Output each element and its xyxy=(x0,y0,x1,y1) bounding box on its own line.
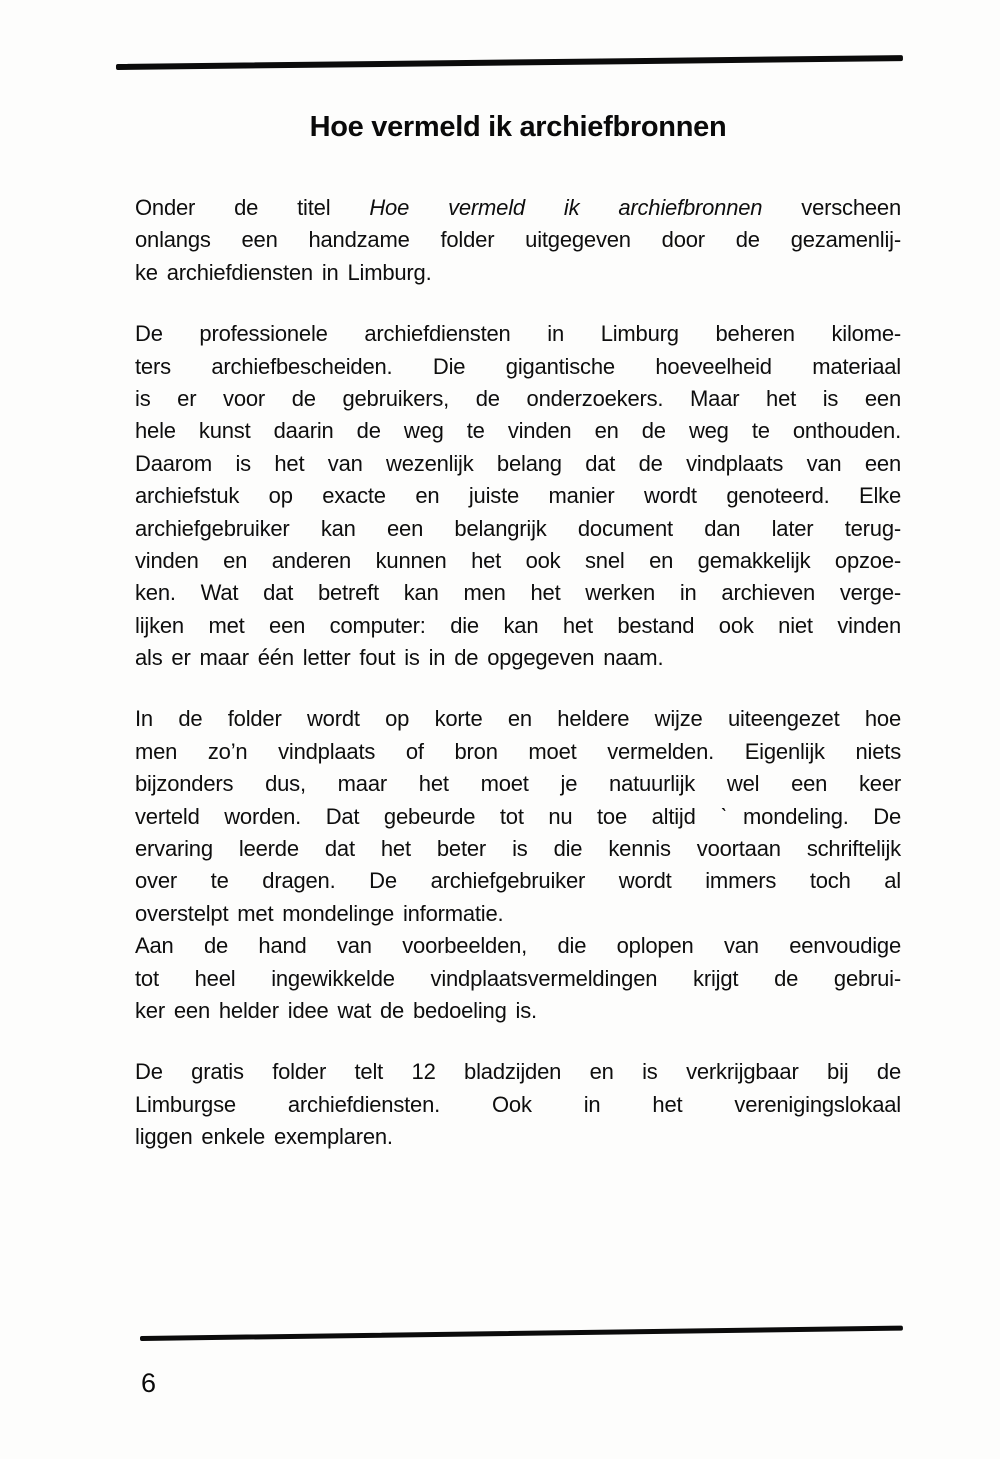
paragraph xyxy=(135,1056,901,1153)
text-line xyxy=(135,513,901,545)
text-segment: over te dragen. De archiefgebruiker wordt immers toch al xyxy=(135,868,901,894)
text-segment: overstelpt met mondelinge informatie. xyxy=(135,900,504,926)
text-segment: In de folder wordt op korte en heldere wijze uiteengezet hoe xyxy=(135,706,901,732)
text-line xyxy=(135,318,901,350)
text-line xyxy=(135,642,901,674)
text-line xyxy=(135,610,901,642)
text-line xyxy=(135,1089,901,1121)
text-line xyxy=(135,224,901,256)
page-title: Hoe vermeld ik archiefbronnen xyxy=(309,111,727,144)
text-segment: onlangs een handzame folder uitgegeven door de gezamenlij- xyxy=(135,227,901,253)
text-line xyxy=(135,448,901,480)
text-segment: ke archiefdiensten in Limburg. xyxy=(135,259,432,285)
text-segment: verscheen xyxy=(762,195,901,220)
text-line xyxy=(135,415,901,447)
text-line xyxy=(135,257,901,289)
text-segment: tot heel ingewikkelde vindplaatsvermeldingen krijgt de gebrui- xyxy=(135,965,901,991)
text-segment: bijzonders dus, maar het moet je natuurlijk wel een keer xyxy=(135,771,901,797)
text-line xyxy=(135,768,901,800)
text-line xyxy=(135,736,901,768)
italic-text-segment: Hoe vermeld ik archiefbronnen xyxy=(369,195,763,220)
text-segment: archiefgebruiker kan een belangrijk document dan later terug- xyxy=(135,515,901,541)
text-segment: Daarom is het van wezenlijk belang dat de vindplaats van een xyxy=(135,450,901,476)
text-line xyxy=(135,898,901,930)
page-number: 6 xyxy=(141,1368,157,1398)
text-line xyxy=(135,930,901,962)
text-line xyxy=(135,703,901,735)
text-segment: is er voor de gebruikers, de onderzoekers. Maar het is een xyxy=(135,385,901,411)
text-segment: vinden en anderen kunnen het ook snel en gemakkelijk opzoe- xyxy=(135,547,901,573)
text-segment: Aan de hand van voorbeelden, die oplopen van eenvoudige xyxy=(135,933,901,959)
text-line xyxy=(135,995,901,1027)
text-line xyxy=(135,833,901,865)
text-segment: als er maar één letter fout is in de opgegeven naam. xyxy=(135,645,664,671)
text-segment: men zo’n vindplaats of bron moet vermelden. Eigenlijk niets xyxy=(135,738,901,764)
body-text xyxy=(135,192,901,1154)
text-segment: Onder de titel xyxy=(135,195,370,220)
text-line xyxy=(135,801,901,833)
text-segment: De gratis folder telt 12 bladzijden en is verkrijgbaar bij de xyxy=(135,1059,901,1085)
text-line xyxy=(135,383,901,415)
text-line xyxy=(135,963,901,995)
text-line xyxy=(135,865,901,897)
text-segment: ker een helder idee wat de bedoeling is. xyxy=(135,997,537,1023)
paragraph xyxy=(135,318,901,674)
text-line xyxy=(135,545,901,577)
text-line xyxy=(135,1121,901,1153)
text-line xyxy=(135,480,901,512)
text-segment: ken. Wat dat betreft kan men het werken in archieven verge- xyxy=(135,580,901,606)
top-divider-rule xyxy=(116,55,903,70)
text-line xyxy=(135,192,901,224)
text-segment: Limburgse archiefdiensten. Ook in het verenigingslokaal xyxy=(135,1091,901,1117)
paragraph xyxy=(135,192,901,289)
text-line xyxy=(135,577,901,609)
text-segment: verteld worden. Dat gebeurde tot nu toe altijd ˋmondeling. De xyxy=(135,803,901,829)
text-segment: ervaring leerde dat het beter is die kennis voortaan schriftelijk xyxy=(135,836,901,862)
text-segment: lijken met een computer: die kan het bestand ook niet vinden xyxy=(135,612,901,638)
text-segment: De professionele archiefdiensten in Limburg beheren kilome- xyxy=(135,321,901,347)
paragraph xyxy=(135,703,901,1027)
text-segment: liggen enkele exemplaren. xyxy=(135,1124,393,1150)
bottom-divider-rule xyxy=(140,1326,903,1341)
text-segment: archiefstuk op exacte en juiste manier wordt genoteerd. Elke xyxy=(135,483,901,509)
text-segment: hele kunst daarin de weg te vinden en de weg te onthouden. xyxy=(135,418,901,444)
text-segment: ters archiefbescheiden. Die gigantische hoeveelheid materiaal xyxy=(135,353,901,379)
text-line xyxy=(135,351,901,383)
text-line xyxy=(135,1056,901,1088)
